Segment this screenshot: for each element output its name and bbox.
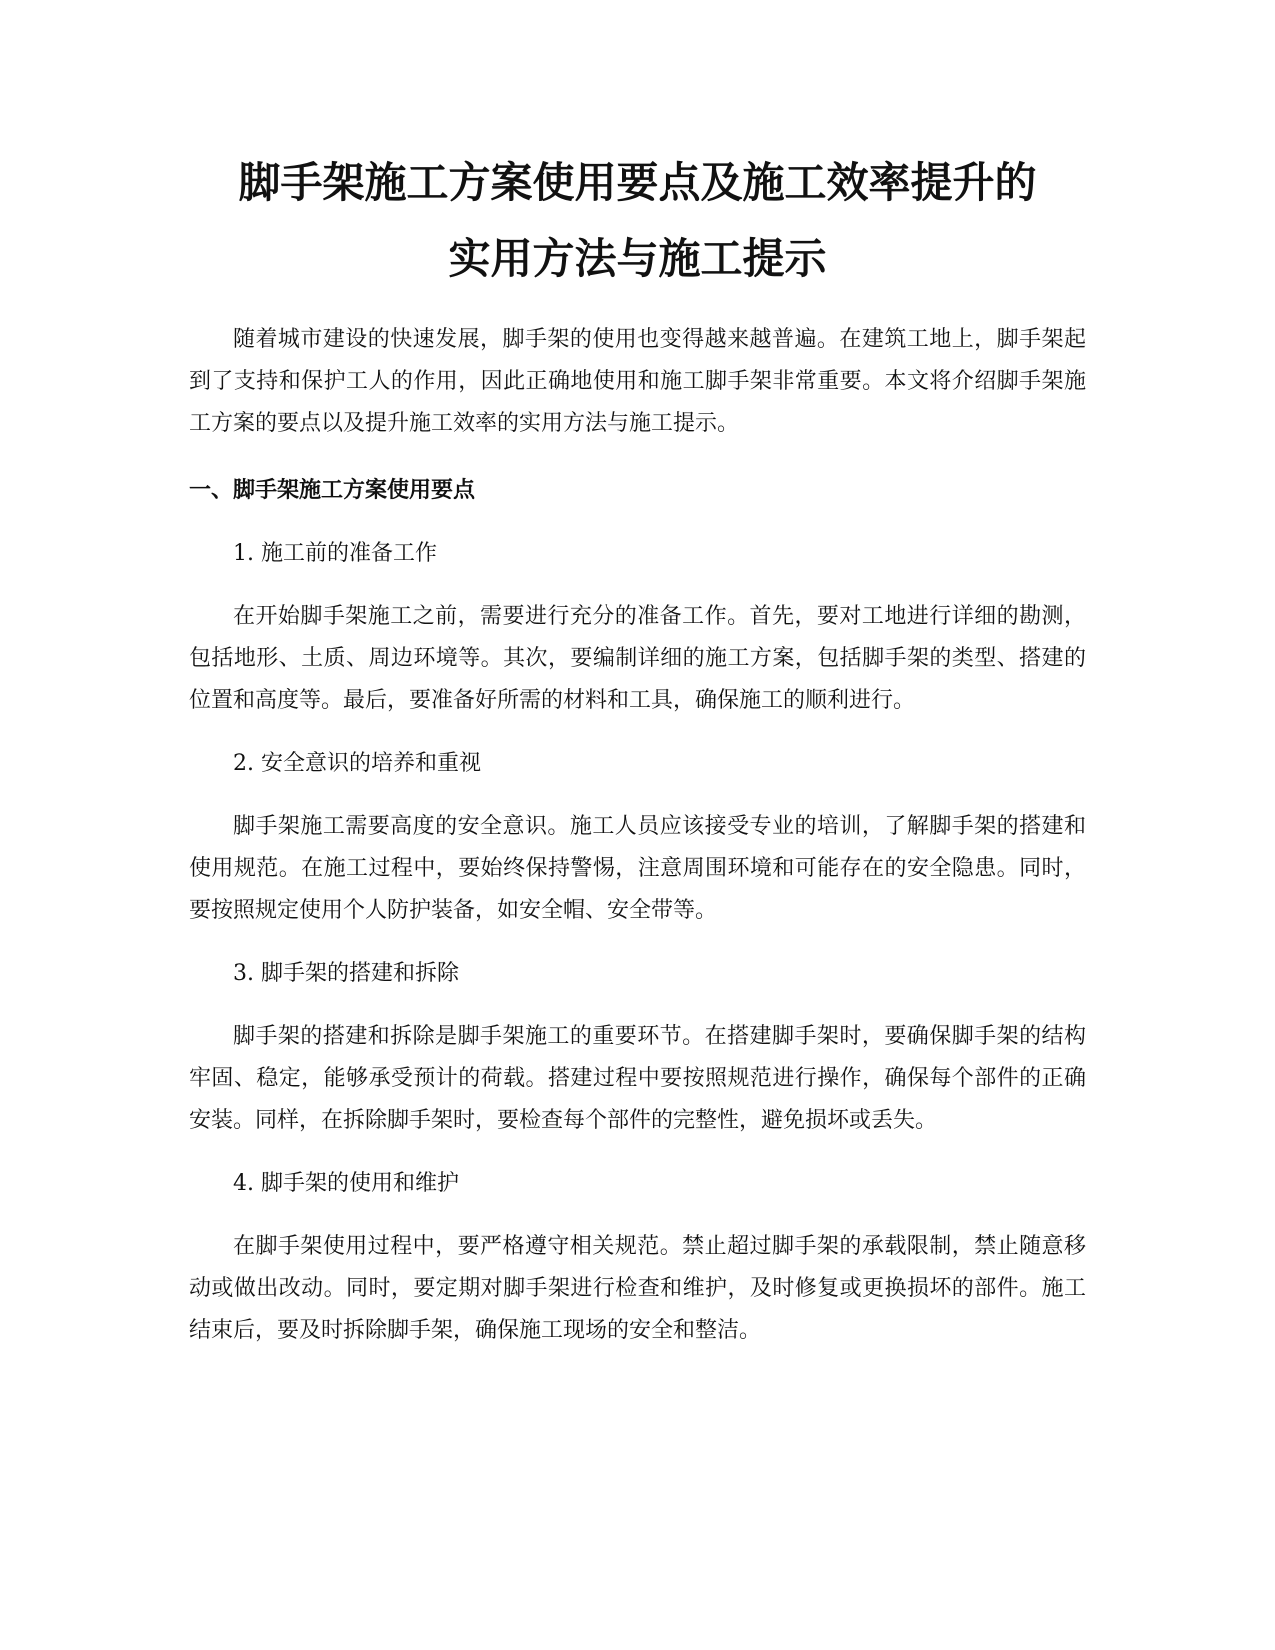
item-2-heading: 2. 安全意识的培养和重视 <box>233 751 481 776</box>
title-line-2: 实用方法与施工提示 <box>448 234 827 283</box>
title-line-1: 脚手架施工方案使用要点及施工效率提升的 <box>238 158 1037 207</box>
item-1-heading: 1. 施工前的准备工作 <box>233 541 437 566</box>
item-4-body: 在脚手架使用过程中，要严格遵守相关规范。禁止超过脚手架的承载限制，禁止随意移动或做出改动。同时，要定期对脚手架进行检查和维护，及时修复或更换损坏的部件。施工结束后，要及时拆除脚手架，确保施工现场的安全和整洁。 <box>189 1234 1086 1343</box>
item-4-heading: 4. 脚手架的使用和维护 <box>233 1171 459 1196</box>
item-3-heading: 3. 脚手架的搭建和拆除 <box>233 961 459 986</box>
document-content <box>189 145 1086 1352</box>
document-title <box>189 145 1086 297</box>
item-1-body: 在开始脚手架施工之前，需要进行充分的准备工作。首先，要对工地进行详细的勘测，包括地形、土质、周边环境等。其次，要编制详细的施工方案，包括脚手架的类型、搭建的位置和高度等。最后，要准备好所需的材料和工具，确保施工的顺利进行。 <box>189 604 1086 713</box>
item-3-body: 脚手架的搭建和拆除是脚手架施工的重要环节。在搭建脚手架时，要确保脚手架的结构牢固、稳定，能够承受预计的荷载。搭建过程中要按照规范进行操作，确保每个部件的正确安装。同样，在拆除脚手架时，要检查每个部件的完整性，避免损坏或丢失。 <box>189 1024 1086 1133</box>
intro-paragraph: 随着城市建设的快速发展，脚手架的使用也变得越来越普遍。在建筑工地上，脚手架起到了支持和保护工人的作用，因此正确地使用和施工脚手架非常重要。本文将介绍脚手架施工方案的要点以及提升施工效率的实用方法与施工提示。 <box>189 327 1086 436</box>
item-2-body: 脚手架施工需要高度的安全意识。施工人员应该接受专业的培训，了解脚手架的搭建和使用规范。在施工过程中，要始终保持警惕，注意周围环境和可能存在的安全隐患。同时，要按照规定使用个人防护装备，如安全帽、安全带等。 <box>189 814 1086 923</box>
section-heading: 一、脚手架施工方案使用要点 <box>189 478 476 503</box>
